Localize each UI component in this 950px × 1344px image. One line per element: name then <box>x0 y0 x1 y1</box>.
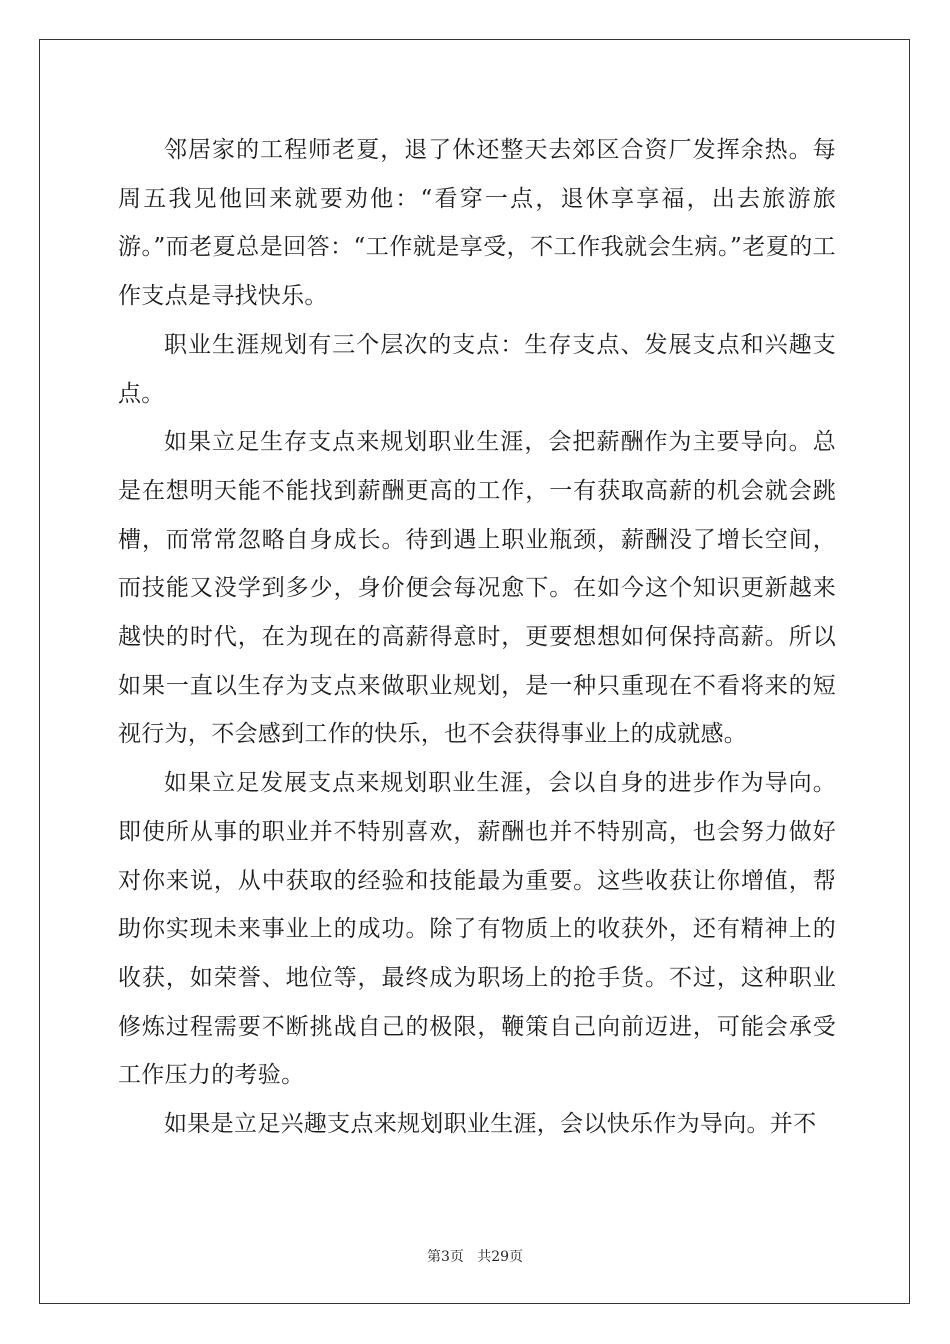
paragraph: 如果立足发展支点来规划职业生涯，会以自身的进步作为导向。即使所从事的职业并不特别喜欢，薪酬也并不特别高，也会努力做好对你来说，从中获取的经验和技能最为重要。这些收获让你增值，帮助你实现未来事业上的成功。除了有物质上的收获外，还有精神上的收获，如荣誉、地位等，最终成为职场上的抢手货。不过，这种职业修炼过程需要不断挑战自己的极限，鞭策自己向前迈进，可能会承受工作压力的考验。 <box>118 770 836 1089</box>
paragraph: 如果是立足兴趣支点来规划职业生涯，会以快乐作为导向。并不 <box>164 1111 817 1138</box>
page-number: 第3页 共29页 <box>426 1249 524 1265</box>
document-body <box>118 126 836 1149</box>
paragraph: 如果立足生存支点来规划职业生涯，会把薪酬作为主要导向。总是在想明天能不能找到薪酬更高的工作，一有获取高薪的机会就会跳槽，而常常忽略自身成长。待到遇上职业瓶颈，薪酬没了增长空间，而技能又没学到多少，身价便会每况愈下。在如今这个知识更新越来越快的时代，在为现在的高薪得意时，更要想想如何保持高薪。所以如果一直以生存为支点来做职业规划，是一种只重现在不看将来的短视行为，不会感到工作的快乐，也不会获得事业上的成就感。 <box>118 429 836 748</box>
paragraph: 职业生涯规划有三个层次的支点：生存支点、发展支点和兴趣支点。 <box>118 331 836 407</box>
paragraph: 邻居家的工程师老夏，退了休还整天去郊区合资厂发挥余热。每周五我见他回来就要劝他：“看穿一点，退休享享福，出去旅游旅游。”而老夏总是回答：“工作就是享受，不工作我就会生病。”老夏的工作支点是寻找快乐。 <box>118 137 836 310</box>
